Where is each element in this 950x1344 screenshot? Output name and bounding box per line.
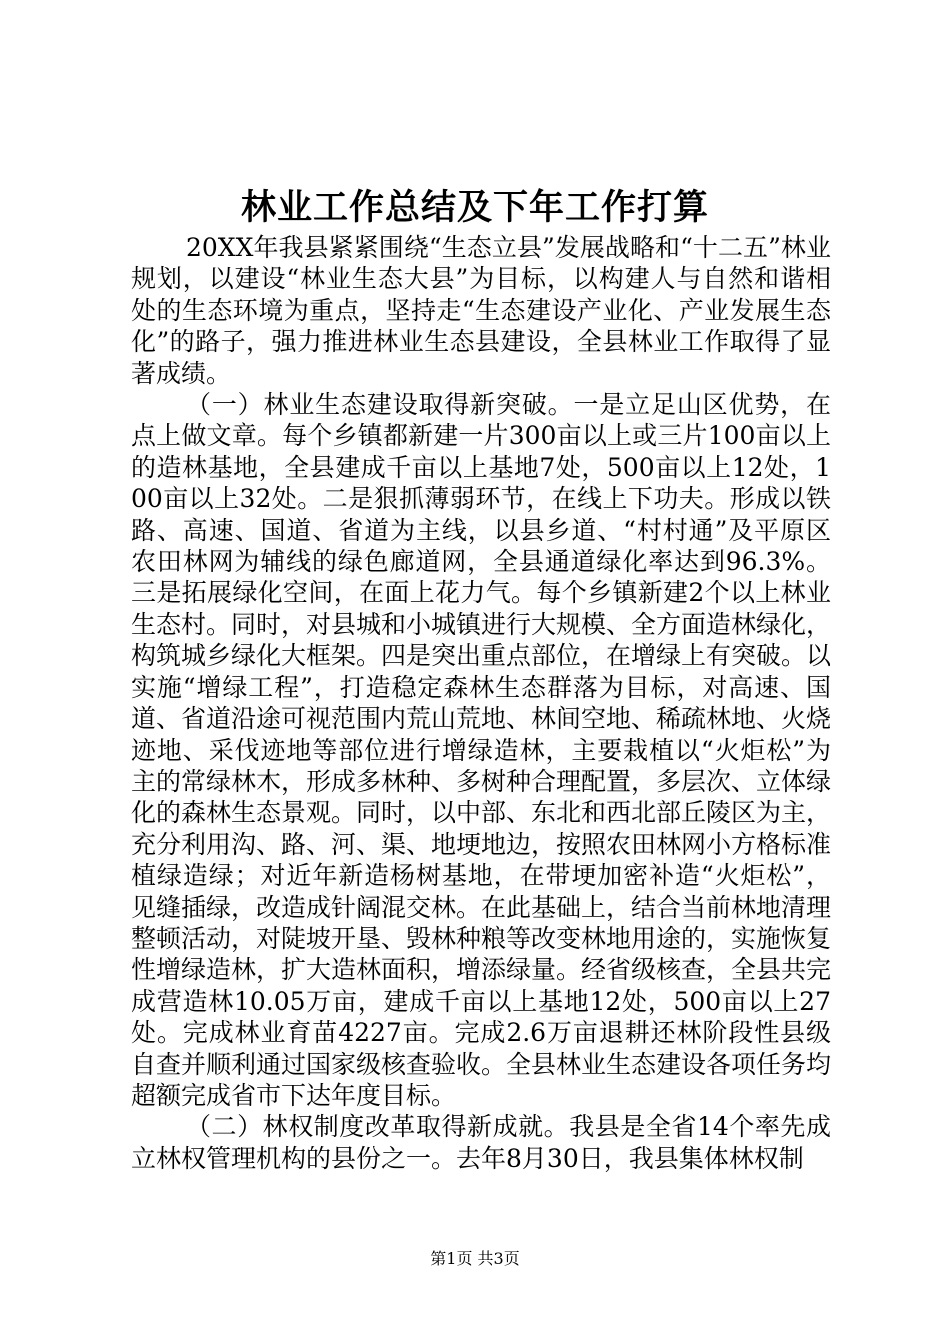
- document-title: 林业工作总结及下年工作打算: [240, 187, 709, 228]
- paragraph-intro: 20XX年我县紧紧围绕“生态立县”发展战略和“十二五”林业规划，以建设“林业生态大县”为目标，以构建人与自然和谐相处的生态环境为重点，坚持走“生态建设产业化、产业发展生态化”的路子，强力推进林业生态县建设，全县林业工作取得了显著成绩。: [131, 233, 831, 388]
- page-number-footer: 第1页 共3页: [430, 1249, 520, 1268]
- document-body: [131, 232, 831, 1174]
- paragraph-section-1: （一）林业生态建设取得新突破。一是立足山区优势，在点上做文章。每个乡镇都新建一片300亩以上或三片100亩以上的造林基地，全县建成千亩以上基地7处，500亩以上12处，100亩以上32处。二是狠抓薄弱环节，在线上下功夫。形成以铁路、高速、国道、省道为主线，以县乡道、“村村通”及平原区农田林网为辅线的绿色廊道网，全县通道绿化率达到96.3%。三是拓展绿化空间，在面上花力气。每个乡镇新建2个以上林业生态村。同时，对县城和小城镇进行大规模、全方面造林绿化，构筑城乡绿化大框架。四是突出重点部位，在增绿上有突破。以实施“增绿工程”，打造稳定森林生态群落为目标，对高速、国道、省道沿途可视范围内荒山荒地、林间空地、稀疏林地、火烧迹地、采伐迹地等部位进行增绿造林，主要栽植以“火炬松”为主的常绿林木，形成多林种、多树种合理配置，多层次、立体绿化的森林生态景观。同时，以中部、东北和西北部丘陵区为主，充分利用沟、路、河、渠、地埂地边，按照农田林网小方格标准植绿造绿；对近年新造杨树基地，在带埂加密补造“火炬松”，见缝插绿，改造成针阔混交林。在此基础上，结合当前林地清理整顿活动，对陡坡开垦、毁林种粮等改变林地用途的，实施恢复性增绿造林，扩大造林面积，增添绿量。经省级核查，全县共完成营造林10.05万亩，建成千亩以上基地12处，500亩以上27处。完成林业育苗4227亩。完成2.6万亩退耕还林阶段性县级自查并顺利通过国家级核查验收。全县林业生态建设各项任务均超额完成省市下达年度目标。: [131, 390, 832, 1110]
- paragraph-section-2: （二）林权制度改革取得新成就。我县是全省14个率先成立林权管理机构的县份之一。去年8月30日，我县集体林权制: [131, 1112, 831, 1173]
